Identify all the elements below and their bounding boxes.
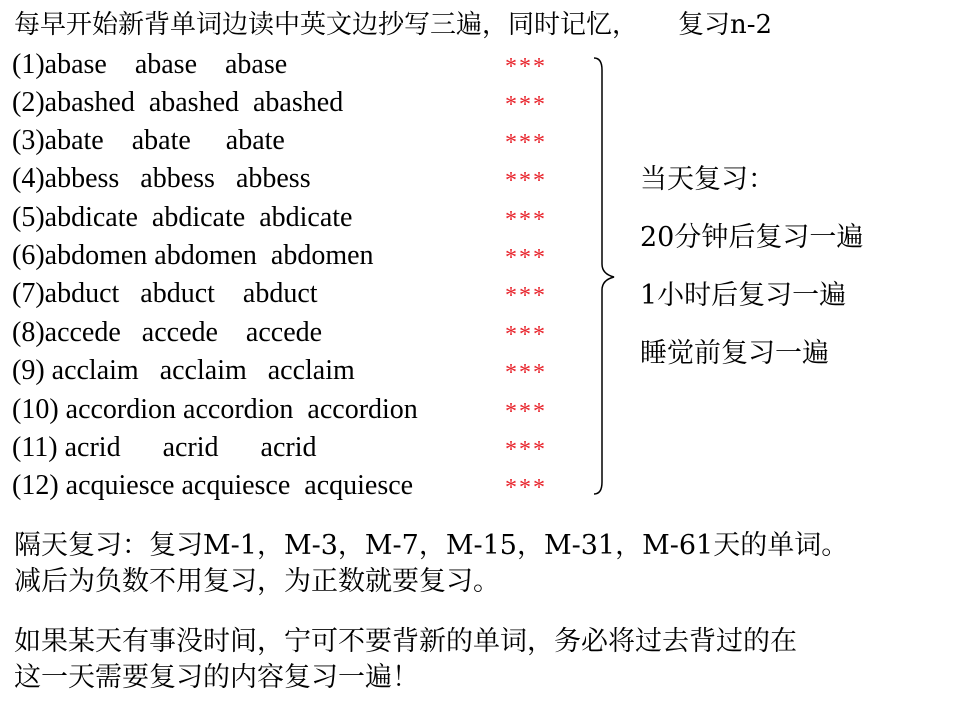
- word-text: (6)abdomen abdomen abdomen: [12, 240, 374, 271]
- word-row: [12, 84, 582, 122]
- stars-mark: ***: [505, 207, 547, 233]
- stars-mark: ***: [505, 130, 547, 156]
- schedule-item: 20分钟后复习一遍: [640, 222, 864, 253]
- next-day-review: [14, 528, 848, 600]
- stars-mark: ***: [505, 399, 547, 425]
- next-day-line: 隔天复习：复习M-1，M-3，M-7，M-15，M-31，M-61天的单词。: [14, 530, 849, 561]
- word-text: (9) acclaim acclaim acclaim: [12, 355, 355, 386]
- stars-mark: ***: [505, 283, 547, 309]
- word-row: [12, 352, 582, 390]
- word-text: (1)abase abase abase: [12, 49, 288, 80]
- stars-mark: ***: [505, 437, 547, 463]
- word-text: (10) accordion accordion accordion: [12, 394, 418, 425]
- word-row: [12, 237, 582, 275]
- word-text: (7)abduct abduct abduct: [12, 278, 318, 309]
- note-line: 这一天需要复习的内容复习一遍！: [14, 662, 419, 693]
- word-text: (5)abdicate abdicate abdicate: [12, 202, 353, 233]
- word-text: (4)abbess abbess abbess: [12, 163, 311, 194]
- word-text: (3)abate abate abate: [12, 125, 285, 156]
- word-row: [12, 122, 582, 160]
- stars-mark: ***: [505, 92, 547, 118]
- schedule-title: 当天复习：: [640, 164, 775, 195]
- word-row: [12, 467, 582, 505]
- header-title: 每早开始新背单词边读中英文边抄写三遍，同时记忆，: [14, 10, 639, 40]
- stars-mark: ***: [505, 322, 547, 348]
- word-list: [12, 46, 582, 506]
- word-row: [12, 160, 582, 198]
- curly-brace-icon: [592, 56, 628, 496]
- stars-mark: ***: [505, 475, 547, 501]
- word-text: (12) acquiesce acquiesce acquiesce: [12, 470, 414, 501]
- word-text: (2)abashed abashed abashed: [12, 87, 344, 118]
- schedule-item: 1小时后复习一遍: [640, 280, 847, 311]
- note-line: 如果某天有事没时间，宁可不要背新的单词，务必将过去背过的在: [14, 626, 797, 657]
- stars-mark: ***: [505, 168, 547, 194]
- stars-mark: ***: [505, 245, 547, 271]
- word-row: [12, 391, 582, 429]
- word-row: [12, 199, 582, 237]
- word-row: [12, 314, 582, 352]
- word-row: [12, 46, 582, 84]
- word-text: (8)accede accede accede: [12, 317, 323, 348]
- stars-mark: ***: [505, 54, 547, 80]
- word-row: [12, 275, 582, 313]
- schedule-item: 睡觉前复习一遍: [640, 338, 829, 369]
- review-label: 复习n-2: [678, 10, 773, 40]
- page-header: [14, 8, 772, 42]
- next-day-line: 减后为负数不用复习，为正数就要复习。: [14, 566, 500, 597]
- word-text: (11) acrid acrid acrid: [12, 432, 317, 463]
- word-row: [12, 429, 582, 467]
- important-note: [14, 624, 797, 696]
- stars-mark: ***: [505, 360, 547, 386]
